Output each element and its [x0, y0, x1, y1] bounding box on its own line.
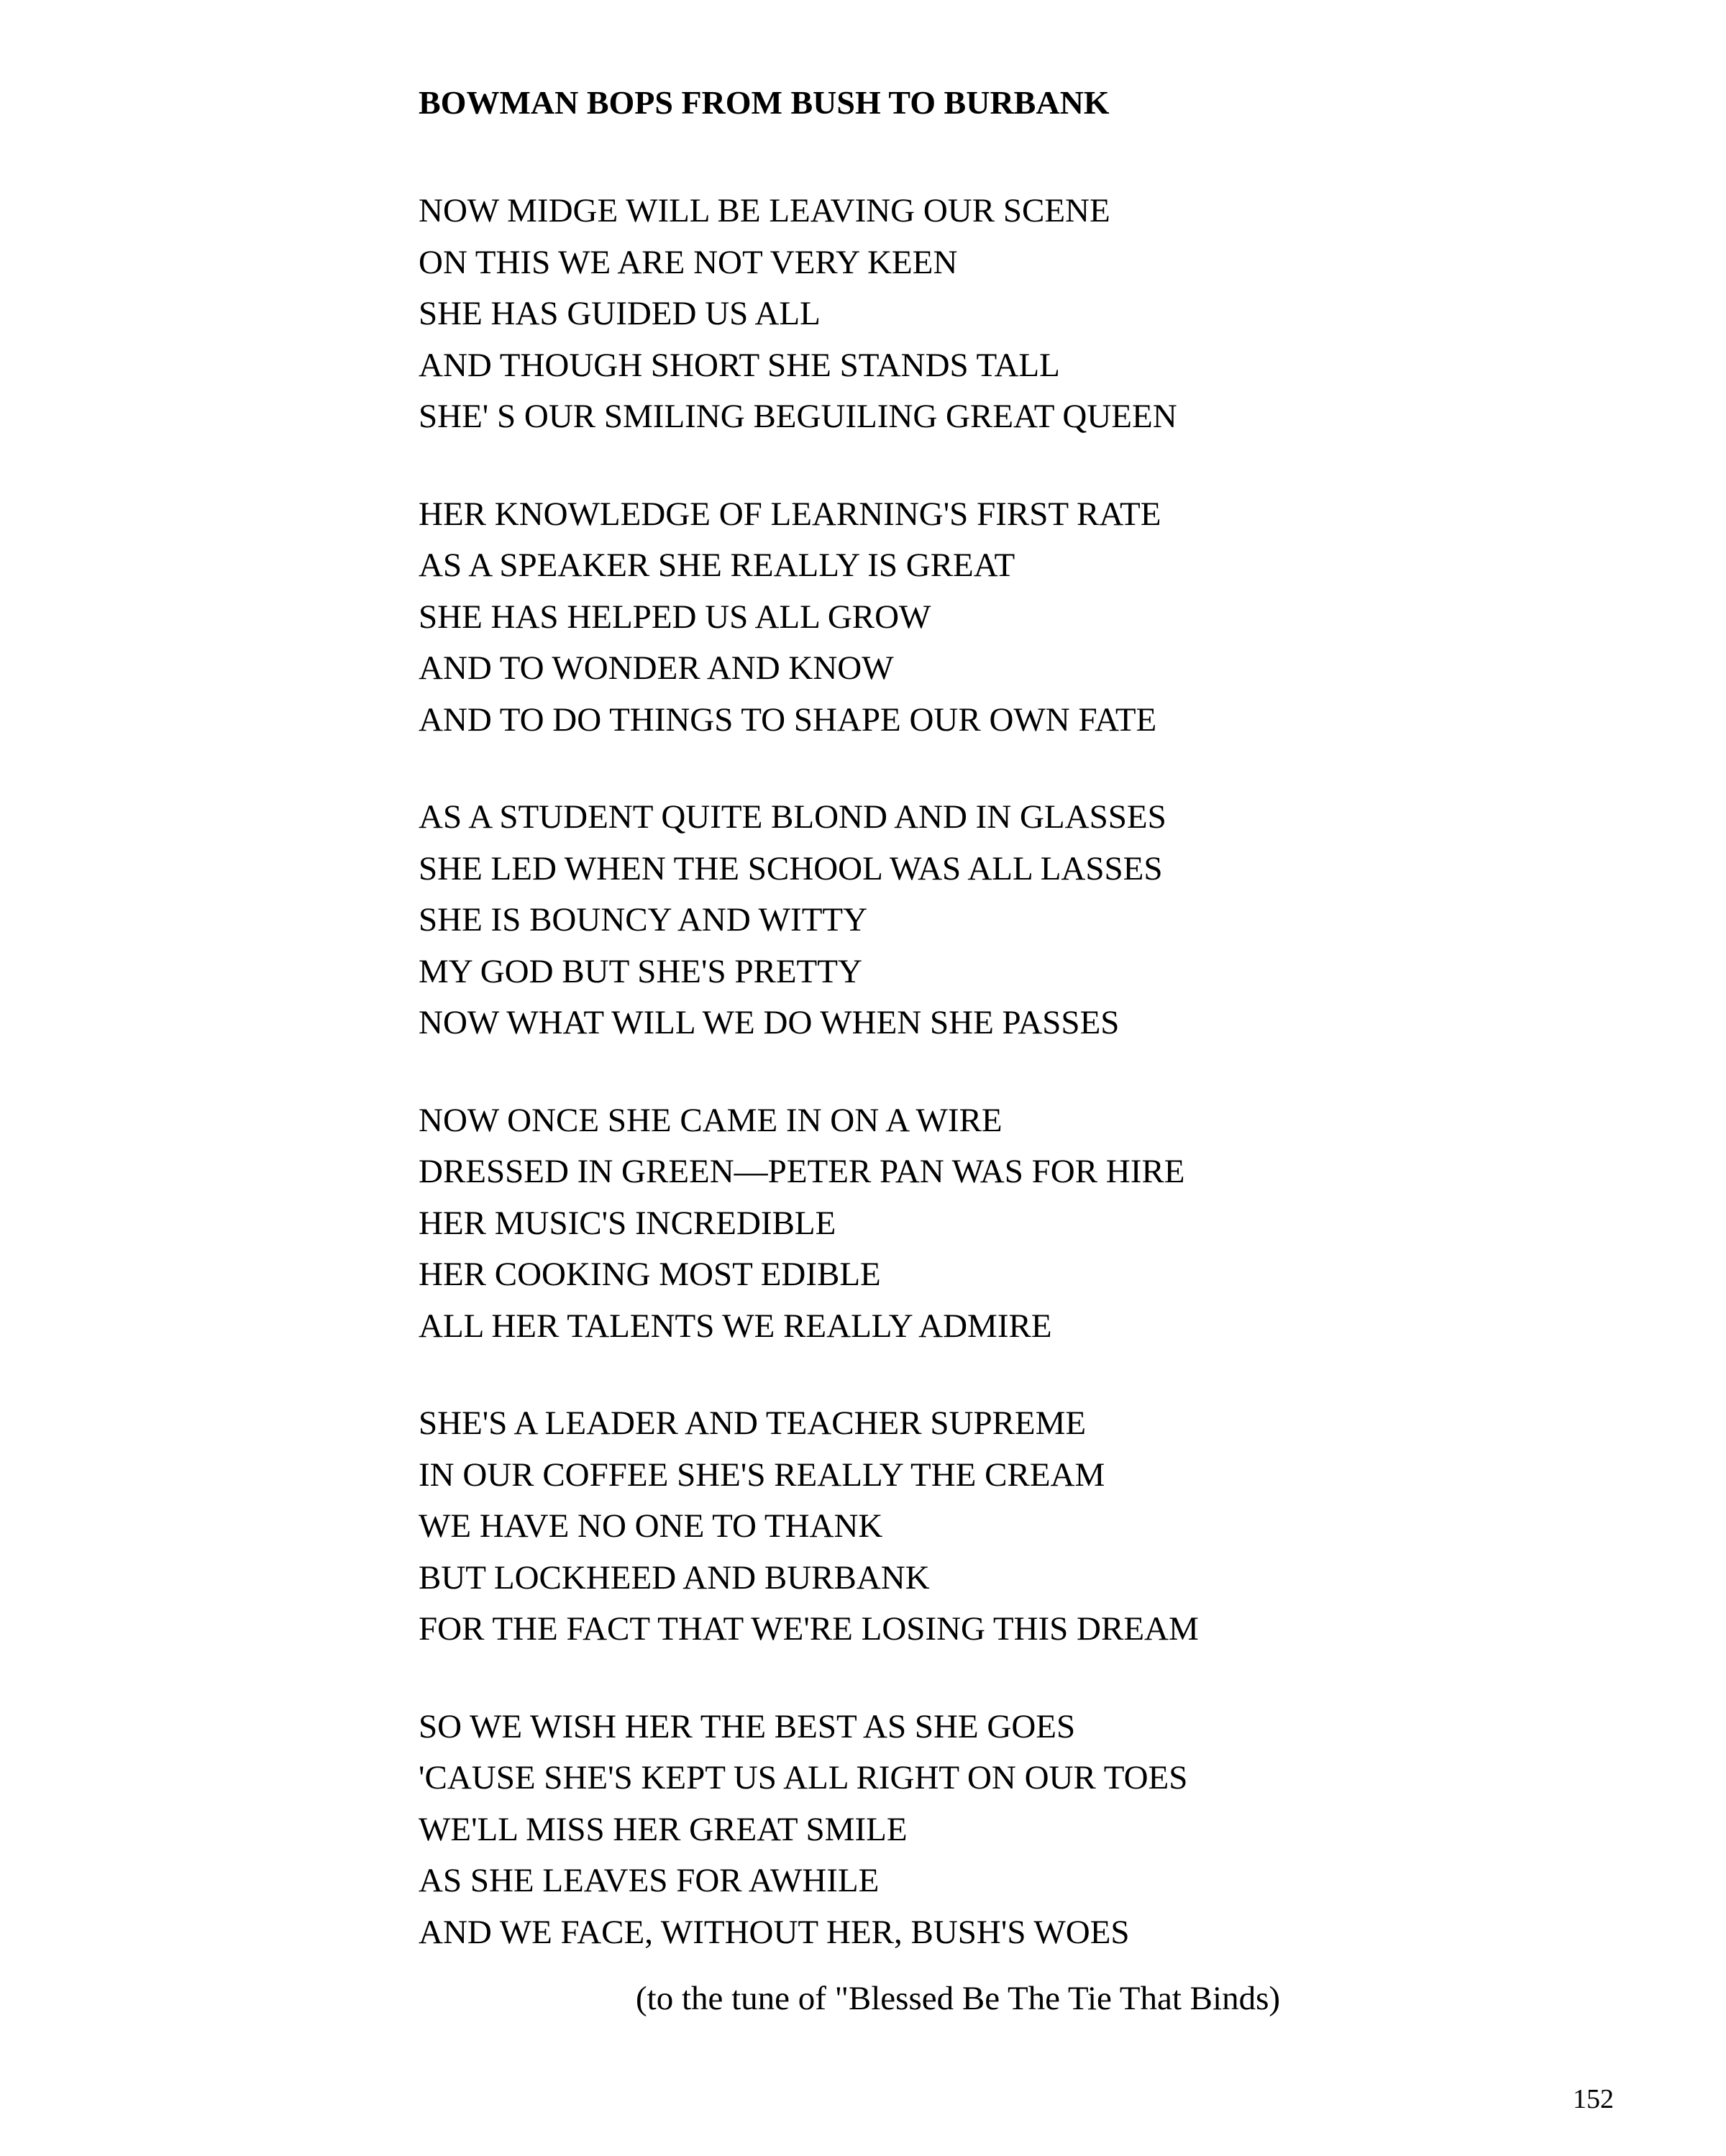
poem-line: AS A STUDENT QUITE BLOND AND IN GLASSES — [419, 798, 1166, 836]
poem-line: IN OUR COFFEE SHE'S REALLY THE CREAM — [419, 1456, 1105, 1494]
poem-line: SHE HAS HELPED US ALL GROW — [419, 598, 931, 636]
poem-line: ALL HER TALENTS WE REALLY ADMIRE — [419, 1307, 1052, 1345]
stanza-1 — [419, 186, 1641, 443]
poem-line: SO WE WISH HER THE BEST AS SHE GOES — [419, 1707, 1076, 1745]
tune-note: (to the tune of "Blessed Be The Tie That Binds) — [636, 1980, 1281, 2017]
poem-line: BUT LOCKHEED AND BURBANK — [419, 1558, 930, 1597]
stanza-2 — [419, 489, 1641, 746]
poem — [419, 81, 1641, 2004]
poem-line: 'CAUSE SHE'S KEPT US ALL RIGHT ON OUR TOES — [419, 1759, 1188, 1796]
poem-line: NOW WHAT WILL WE DO WHEN SHE PASSES — [419, 1004, 1120, 1041]
poem-line: AS SHE LEAVES FOR AWHILE — [419, 1862, 880, 1899]
stanza-5 — [419, 1398, 1641, 1655]
stanza-4 — [419, 1095, 1641, 1353]
poem-line: SHE LED WHEN THE SCHOOL WAS ALL LASSES — [419, 849, 1163, 887]
poem-line: AS A SPEAKER SHE REALLY IS GREAT — [419, 547, 1015, 584]
poem-line: DRESSED IN GREEN—PETER PAN WAS FOR HIRE — [419, 1153, 1185, 1190]
poem-line: FOR THE FACT THAT WE'RE LOSING THIS DREAM — [419, 1610, 1199, 1648]
poem-line: WE'LL MISS HER GREAT SMILE — [419, 1810, 908, 1848]
poem-line: SHE IS BOUNCY AND WITTY — [419, 901, 868, 938]
poem-line: HER MUSIC'S INCREDIBLE — [419, 1204, 836, 1242]
poem-line: HER KNOWLEDGE OF LEARNING'S FIRST RATE — [419, 495, 1161, 533]
poem-line: AND TO WONDER AND KNOW — [419, 649, 894, 687]
poem-line: AND WE FACE, WITHOUT HER, BUSH'S WOES — [419, 1913, 1130, 1951]
poem-line: AND TO DO THINGS TO SHAPE OUR OWN FATE — [419, 700, 1157, 739]
stanza-3 — [419, 792, 1641, 1049]
poem-line: MY GOD BUT SHE'S PRETTY — [419, 952, 862, 990]
poem-line: WE HAVE NO ONE TO THANK — [419, 1507, 883, 1545]
poem-line: SHE' S OUR SMILING BEGUILING GREAT QUEEN — [419, 398, 1177, 435]
poem-title: BOWMAN BOPS FROM BUSH TO BURBANK — [419, 84, 1110, 121]
poem-line: SHE'S A LEADER AND TEACHER SUPREME — [419, 1404, 1087, 1442]
poem-line: ON THIS WE ARE NOT VERY KEEN — [419, 243, 958, 281]
stanza-6 — [419, 1701, 1641, 1959]
poem-line: AND THOUGH SHORT SHE STANDS TALL — [419, 346, 1060, 384]
poem-line: NOW ONCE SHE CAME IN ON A WIRE — [419, 1101, 1003, 1139]
poem-line: SHE HAS GUIDED US ALL — [419, 295, 821, 332]
poem-line: HER COOKING MOST EDIBLE — [419, 1256, 881, 1293]
page-number: 152 — [1573, 2084, 1614, 2114]
poem-line: NOW MIDGE WILL BE LEAVING OUR SCENE — [419, 192, 1110, 229]
